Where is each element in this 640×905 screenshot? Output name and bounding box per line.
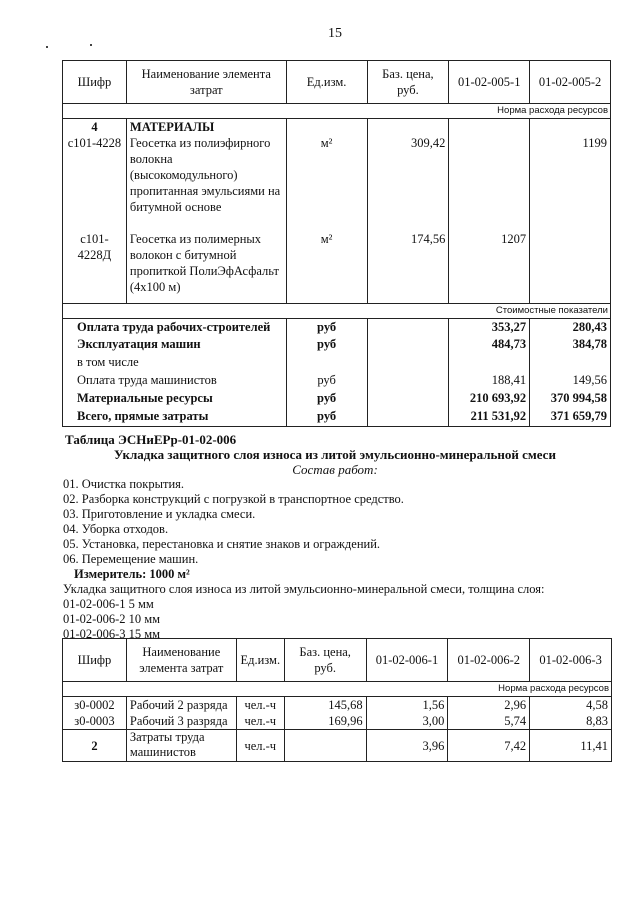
row-code: з0-0003 (63, 713, 127, 730)
cost-unit: руб (286, 408, 367, 426)
header-unit: Ед.изм. (236, 639, 284, 682)
group-row (63, 119, 611, 136)
list-item: 04. Уборка отходов. (63, 522, 169, 536)
cost-v1: 211 531,92 (449, 408, 530, 426)
page-number: 15 (328, 26, 342, 41)
group-name: МАТЕРИАЛЫ (126, 119, 286, 136)
section-cost-label: Стоимостные показатели (63, 303, 611, 318)
scan-speck (46, 46, 48, 48)
list-item: 02. Разборка конструкций с погрузкой в транспортное средство. (63, 492, 404, 506)
row-v2: 2,96 (448, 697, 530, 714)
row-name: Геосетка из полиэфирного волокна (высокомодульного) пропитанная эмульсиями на битумной основе (126, 135, 286, 231)
row-unit: м² (286, 135, 367, 231)
row-unit: чел.-ч (236, 713, 284, 730)
row-price: 169,96 (284, 713, 366, 730)
cost-unit: руб (286, 390, 367, 408)
table-row (63, 713, 612, 730)
table-row (63, 231, 611, 303)
cost-v2: 370 994,58 (530, 390, 611, 408)
header-col1: 01-02-006-1 (366, 639, 448, 682)
resource-table-005 (62, 60, 611, 427)
table-row (63, 135, 611, 231)
cost-row (63, 336, 611, 354)
header-price: Баз. цена, руб. (284, 639, 366, 682)
row-code: с101-4228Д (63, 231, 127, 303)
cost-name: Всего, прямые затраты (63, 408, 287, 426)
group-code: 4 (63, 119, 127, 136)
section-cost-row (63, 303, 611, 318)
cost-unit (286, 354, 367, 372)
meter: Измеритель: 1000 м² (74, 567, 190, 581)
group-row (63, 730, 612, 762)
cost-v2: 384,78 (530, 336, 611, 354)
cost-unit: руб (286, 336, 367, 354)
list-item: 01-02-006-1 5 мм (63, 597, 154, 611)
section-norm-row (63, 104, 611, 119)
row-v2: 5,74 (448, 713, 530, 730)
row-name: Геосетка из полимерных волокон с битумной пропиткой ПолиЭфАсфальт (4x100 м) (126, 231, 286, 303)
row-code: с101-4228 (63, 135, 127, 231)
row-v1 (449, 135, 530, 231)
section-norm-label: Норма расхода ресурсов (63, 682, 612, 697)
cost-unit: руб (286, 372, 367, 390)
composition-list (63, 477, 623, 642)
row-price: 174,56 (367, 231, 449, 303)
header-col2: 01-02-005-2 (530, 61, 611, 104)
description: Укладка защитного слоя износа из литой эмульсионно-минеральной смеси, толщина слоя: (63, 582, 545, 596)
cost-v2: 280,43 (530, 318, 611, 336)
header-unit: Ед.изм. (286, 61, 367, 104)
row-v3: 8,83 (530, 713, 612, 730)
list-item: 03. Приготовление и укладка смеси. (63, 507, 256, 521)
header-col1: 01-02-005-1 (449, 61, 530, 104)
scan-speck (90, 44, 92, 46)
cost-v1: 484,73 (449, 336, 530, 354)
section-norm-row (63, 682, 612, 697)
cost-v1: 188,41 (449, 372, 530, 390)
row-v2 (530, 231, 611, 303)
group-v1: 3,96 (366, 730, 448, 762)
resource-table-006 (62, 638, 612, 762)
row-v1: 1,56 (366, 697, 448, 714)
cost-v2: 371 659,79 (530, 408, 611, 426)
group-code: 2 (63, 730, 127, 762)
row-name: Рабочий 2 разряда (126, 697, 236, 714)
header-price: Баз. цена, руб. (367, 61, 449, 104)
table-header-row (63, 61, 611, 104)
header-code: Шифр (63, 639, 127, 682)
composition-title: Состав работ: (292, 462, 378, 477)
header-col3: 01-02-006-3 (530, 639, 612, 682)
row-v3: 4,58 (530, 697, 612, 714)
list-item: 05. Установка, перестановка и снятие знаков и ограждений. (63, 537, 381, 551)
row-v2: 1199 (530, 135, 611, 231)
table-row (63, 697, 612, 714)
cost-v2 (530, 354, 611, 372)
group-price (284, 730, 366, 762)
row-price: 309,42 (367, 135, 449, 231)
group-unit: чел.-ч (236, 730, 284, 762)
row-name: Рабочий 3 разряда (126, 713, 236, 730)
group-v3: 11,41 (530, 730, 612, 762)
cost-v2: 149,56 (530, 372, 611, 390)
row-code: з0-0002 (63, 697, 127, 714)
table-header-row (63, 639, 612, 682)
row-unit: м² (286, 231, 367, 303)
list-item: 01-02-006-2 10 мм (63, 612, 161, 626)
cost-name: Оплата труда машинистов (63, 372, 287, 390)
header-code: Шифр (63, 61, 127, 104)
row-price: 145,68 (284, 697, 366, 714)
cost-row (63, 408, 611, 426)
group-v2: 7,42 (448, 730, 530, 762)
section-norm-label: Норма расхода ресурсов (63, 104, 611, 119)
cost-v1: 210 693,92 (449, 390, 530, 408)
cost-unit: руб (286, 318, 367, 336)
cost-row (63, 390, 611, 408)
cost-row (63, 354, 611, 372)
cost-name: Материальные ресурсы (63, 390, 287, 408)
header-name: Наименование элемента затрат (126, 61, 286, 104)
table2-subtitle: Укладка защитного слоя износа из литой эмульсионно-минеральной смеси (114, 447, 556, 462)
cost-name: Эксплуатация машин (63, 336, 287, 354)
row-v1: 1207 (449, 231, 530, 303)
list-item: 01. Очистка покрытия. (63, 477, 185, 491)
cost-name: Оплата труда рабочих-строителей (63, 318, 287, 336)
list-item: 01-02-006-3 15 мм (63, 627, 161, 641)
row-unit: чел.-ч (236, 697, 284, 714)
group-name: Затраты труда машинистов (126, 730, 236, 762)
table2-title: Таблица ЭСНиЕРр-01-02-006 (65, 432, 237, 447)
row-v1: 3,00 (366, 713, 448, 730)
header-col2: 01-02-006-2 (448, 639, 530, 682)
cost-row (63, 318, 611, 336)
cost-v1 (449, 354, 530, 372)
cost-name: в том числе (63, 354, 287, 372)
cost-v1: 353,27 (449, 318, 530, 336)
list-item: 06. Перемещение машин. (63, 552, 199, 566)
cost-row (63, 372, 611, 390)
header-name: Наименование элемента затрат (126, 639, 236, 682)
